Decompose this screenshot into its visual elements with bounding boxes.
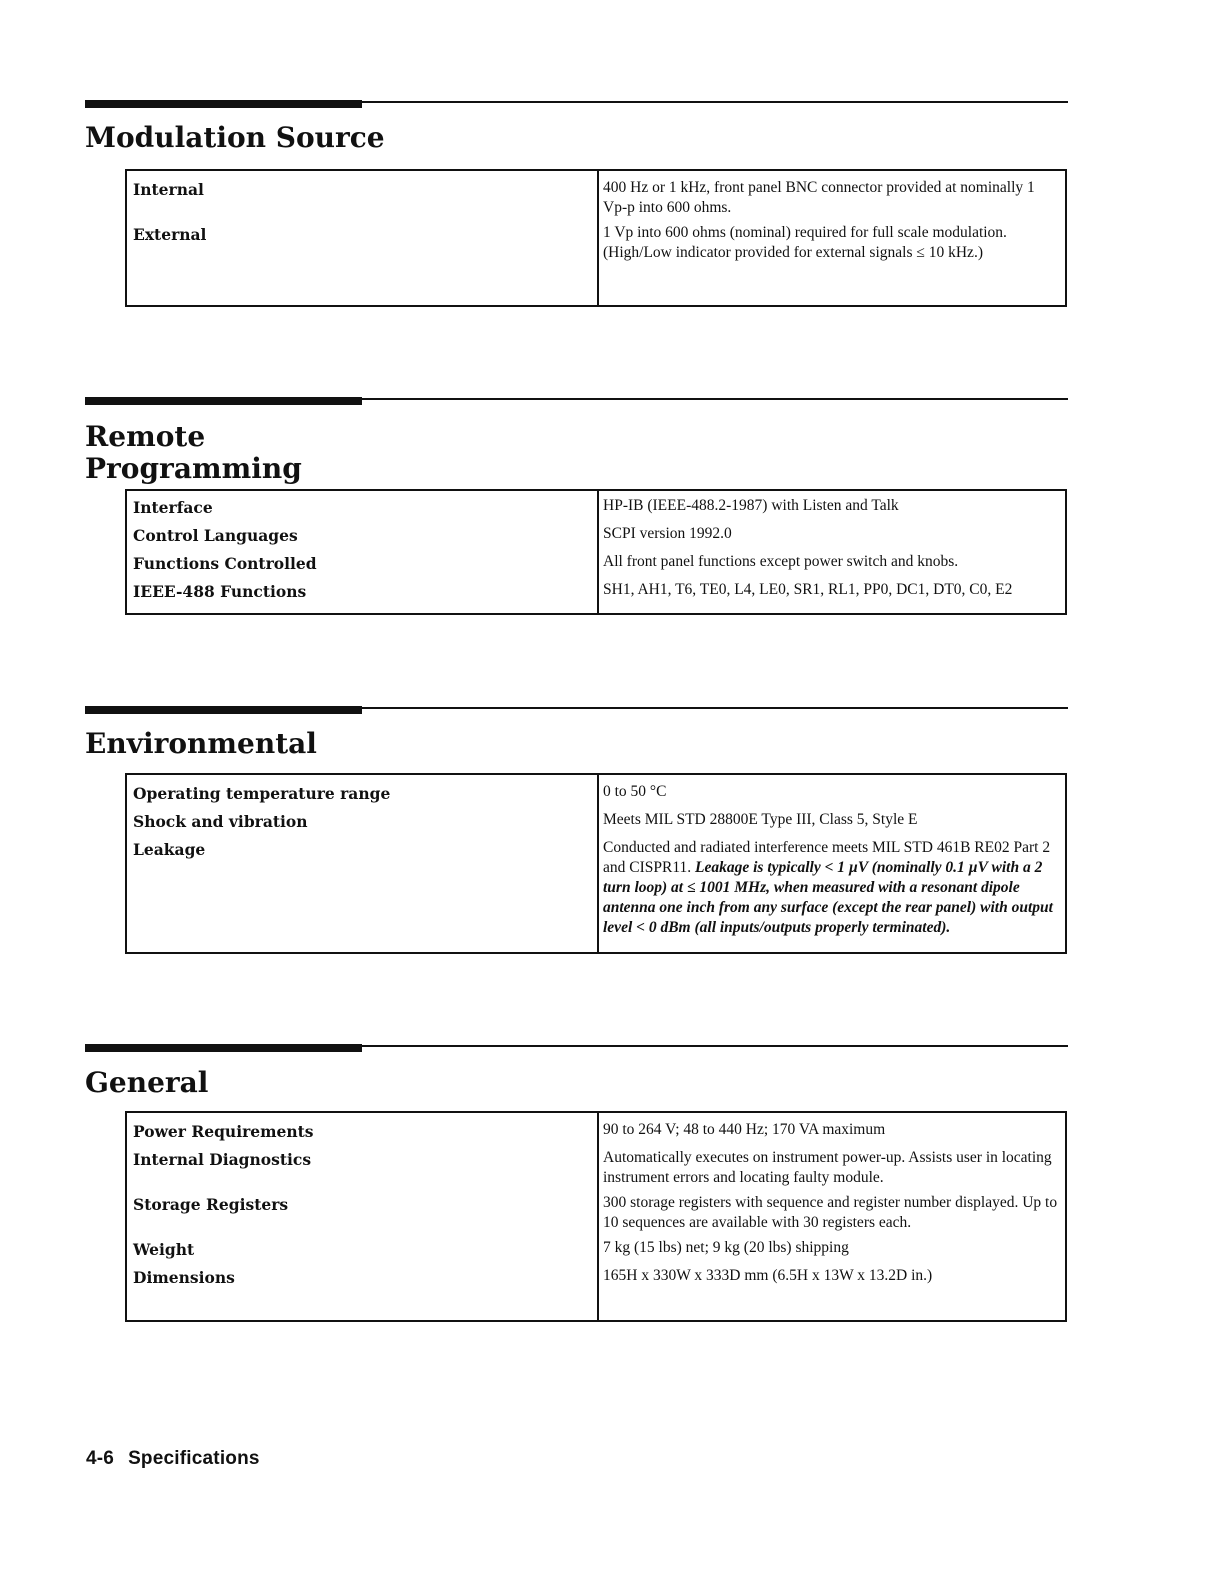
row-value: HP-IB (IEEE-488.2-1987) with Listen and Talk [603,497,899,514]
row-label: Functions Controlled [133,554,317,573]
row-value: 0 to 50 °C [603,783,667,800]
row-value: All front panel functions except power switch and knobs. [603,553,959,570]
general-table [125,1111,1067,1322]
table-row [127,580,1065,602]
table-row [127,1148,1065,1188]
chapter-name: Specifications [128,1448,260,1469]
row-value: 1 Vp into 600 ohms (nominal) required for full scale modulation. (High/Low indicator provided for external signals ≤ 10 kHz.) [603,224,1007,261]
table-row [127,782,1065,804]
row-value: 400 Hz or 1 kHz, front panel BNC connector provided at nominally 1 Vp-p into 600 ohms. [603,179,1035,216]
table-row [127,223,1065,263]
row-label: Operating temperature range [133,784,391,803]
row-label: Dimensions [133,1268,235,1287]
row-value: 165H x 330W x 333D mm (6.5H x 13W x 13.2D in.) [603,1267,933,1284]
row-label: IEEE-488 Functions [133,582,307,601]
row-value: Meets MIL STD 28800E Type III, Class 5, Style E [603,811,918,828]
row-value: SH1, AH1, T6, TE0, L4, LE0, SR1, RL1, PP0, DC1, DT0, C0, E2 [603,581,1013,598]
value-italic-note: Leakage is typically < 1 µV (nominally 0.1 µV with a 2 turn loop) at ≤ 1001 MHz, when measured with a resonant dipole antenna one inch from any surface (except the rear panel) with output level < 0 dBm (all inputs/outputs properly terminated). [603,859,1053,936]
title-line: Remote [85,420,206,453]
table-row [127,1120,1065,1142]
section-rule [85,397,1068,405]
row-value: 90 to 264 V; 48 to 440 Hz; 170 VA maximum [603,1121,886,1138]
row-value: SCPI version 1992.0 [603,525,732,542]
section-rule [85,100,1068,108]
table-row [127,1238,1065,1260]
table-row [127,1266,1065,1288]
page-footer [86,1448,260,1470]
table-row [127,838,1065,938]
row-label: External [133,225,207,244]
row-label: Leakage [133,840,206,859]
row-label: Internal Diagnostics [133,1150,312,1169]
table-row [127,496,1065,518]
value-text: Conducted and radiated interference meets MIL STD 461B RE02 Part 2 and CISPR11. [603,839,1051,876]
row-value: 300 storage registers with sequence and register number displayed. Up to 10 sequences are available with 30 registers each. [603,1194,1058,1231]
table-row [127,810,1065,832]
row-label: Interface [133,498,213,517]
table-row [127,524,1065,546]
row-label: Shock and vibration [133,812,308,831]
table-row [127,1193,1065,1233]
row-value: Automatically executes on instrument power-up. Assists user in locating instrument errors and locating faulty module. [603,1149,1052,1186]
section-rule [85,706,1068,714]
table-row [127,178,1065,218]
row-value: 7 kg (15 lbs) net; 9 kg (20 lbs) shipping [603,1239,849,1256]
title-line: Programming [85,452,302,485]
row-label: Storage Registers [133,1195,289,1214]
modulation-source-table [125,169,1067,307]
section-title-remote-programming [85,421,302,485]
row-label: Control Languages [133,526,298,545]
row-value [597,838,1065,938]
row-label: Weight [133,1240,195,1259]
table-row [127,552,1065,574]
environmental-table [125,773,1067,954]
remote-programming-table [125,489,1067,615]
section-title-general: General [85,1066,209,1099]
section-rule [85,1044,1068,1052]
row-label: Internal [133,180,204,199]
section-title-environmental: Environmental [85,727,317,760]
page-number: 4-6 [86,1448,115,1469]
row-label: Power Requirements [133,1122,314,1141]
section-title-modulation-source: Modulation Source [85,121,385,154]
